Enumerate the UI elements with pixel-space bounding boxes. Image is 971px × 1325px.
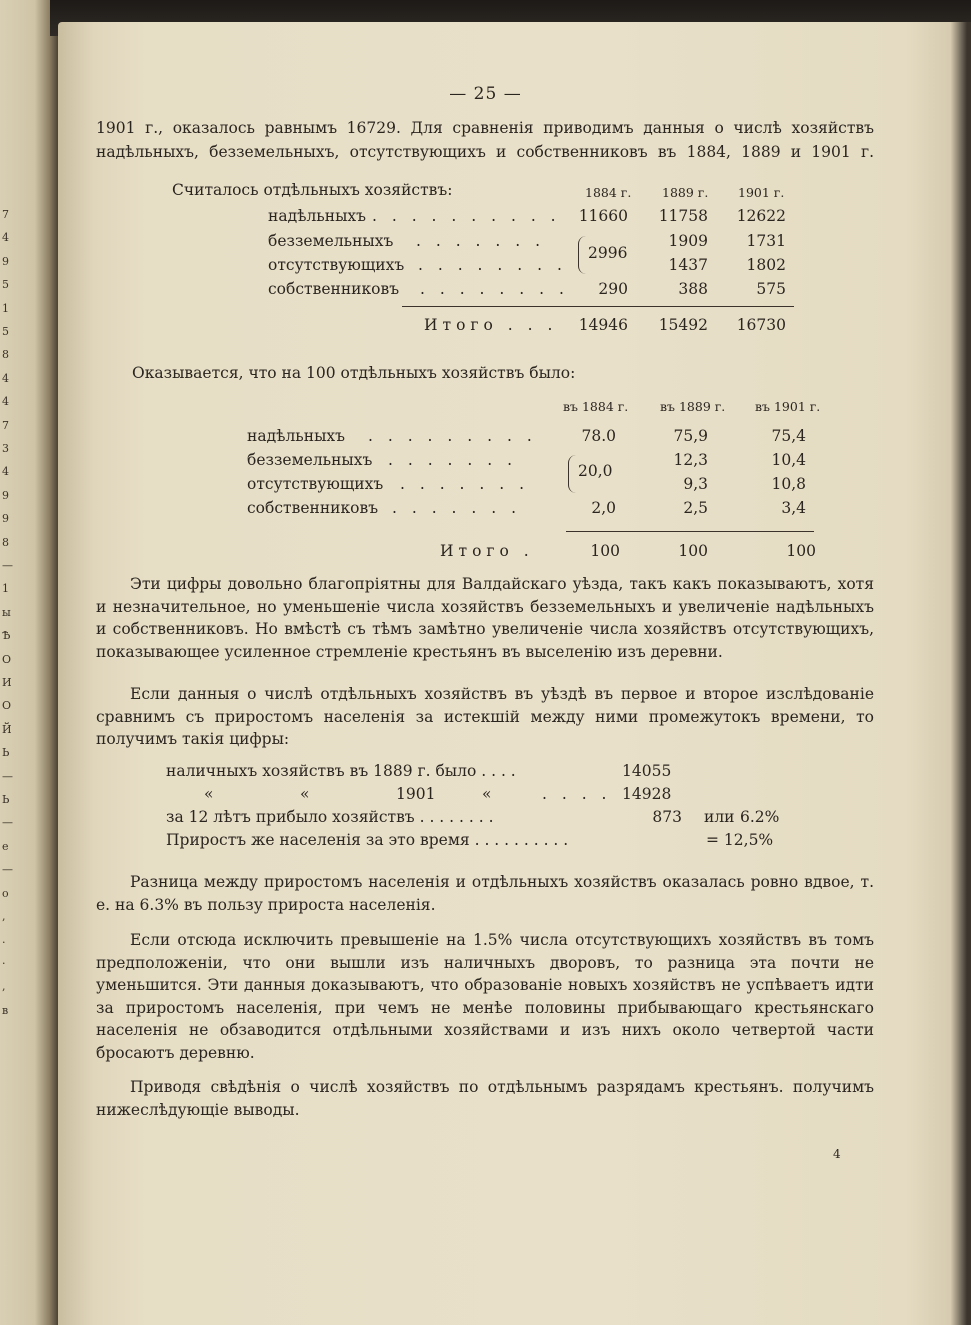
calc-row-3-value: 873 — [652, 808, 682, 826]
calc-row-4-value: = 12,5% — [706, 831, 774, 849]
table1-combined-1884: 2996 — [588, 244, 628, 262]
paragraph-5 — [96, 1076, 874, 1121]
adjacent-page-char: · — [2, 956, 6, 970]
adjacent-page-char: 8 — [2, 348, 9, 362]
row-label: безземельныхъ — [247, 451, 373, 469]
cell-1901: 10,8 — [771, 475, 806, 493]
paragraph-3 — [96, 871, 874, 916]
table1-brace — [578, 236, 587, 274]
table2-combined-1884: 20,0 — [578, 462, 613, 480]
table2-caption: Оказывается, что на 100 отдѣльныхъ хозяйствъ было: — [132, 364, 576, 382]
row-label: надѣльныхъ — [247, 427, 346, 445]
row-leader-dots: . . . . . . . — [416, 232, 546, 250]
calc-row-2-ditto-1: « — [204, 785, 214, 803]
adjacent-page-char: 4 — [2, 395, 9, 409]
paragraph-1-text: Эти цифры довольно благопріятны для Валдайскаго уѣзда, такъ какъ показываютъ, хотя и незначительное, но уменьшеніе числа хозяйствъ безземельныхъ и увеличеніе надѣльныхъ и собственниковъ. Но вмѣстѣ съ тѣмъ замѣтно увеличеніе числа хозяйствъ отсутствующихъ, показывающее усиленное стремленіе крестьянъ въ выселенію изъ деревни. — [96, 575, 874, 661]
table1-year-1901: 1901 г. — [738, 185, 785, 200]
row-label: собственниковъ — [247, 499, 379, 517]
cell-1889: 388 — [678, 280, 708, 298]
adjacent-page-char: И — [2, 676, 12, 689]
adjacent-page-char: 9 — [2, 488, 9, 502]
table2-year-1884: въ 1884 г. — [563, 399, 629, 414]
adjacent-page-char: — — [2, 816, 13, 830]
table1-year-1884: 1884 г. — [585, 185, 632, 200]
table1-year-1889: 1889 г. — [662, 185, 709, 200]
calc-row-2-dots: . . . . — [542, 785, 612, 803]
paragraph-3-text: Разница между приростомъ населенія и отдѣльныхъ хозяйствъ оказалась ровно вдвое, т. е. на 6.3% въ пользу прироста населенія. — [96, 873, 874, 914]
adjacent-page-char: 4 — [2, 371, 9, 385]
adjacent-page-strip — [0, 0, 40, 1325]
table1-total-label: Итого . . . — [424, 316, 558, 334]
calc-row-3-label: за 12 лѣтъ прибыло хозяйствъ . . . . . . . . — [166, 808, 494, 826]
adjacent-page-char: е — [2, 839, 9, 853]
calc-row-3-percent: 6.2% — [740, 808, 780, 826]
calc-row-2-year: 1901 — [396, 785, 436, 803]
row-leader-dots: . . . . . . . — [400, 475, 530, 493]
page-number: — 25 — — [449, 84, 522, 104]
table2-year-1901: въ 1901 г. — [755, 399, 821, 414]
row-leader-dots: . . . . . . . . — [420, 280, 569, 298]
adjacent-page-char: , — [2, 910, 6, 923]
calc-row-4-label: Приростъ же населенія за это время . . . . . . . . . . — [166, 831, 569, 849]
adjacent-page-char: 9 — [2, 512, 9, 526]
cell-1884: 290 — [598, 280, 628, 298]
adjacent-page-char: 5 — [2, 278, 9, 292]
paragraph-2 — [96, 683, 874, 751]
adjacent-page-char: о — [2, 886, 9, 900]
cell-1889: 12,3 — [673, 451, 708, 469]
cell-1889: 1437 — [668, 256, 708, 274]
cell-1889: 9,3 — [683, 475, 708, 493]
calc-row-2-value: 14928 — [622, 785, 672, 803]
cell-1889: 75,9 — [673, 427, 708, 445]
table2-year-1889: въ 1889 г. — [660, 399, 726, 414]
adjacent-page-char: Й — [2, 722, 12, 736]
calc-row-1-label: наличныхъ хозяйствъ въ 1889 г. было . . . . — [166, 762, 516, 780]
intro-line-2: надѣльныхъ, безземельныхъ, отсутствующихъ и собственниковъ въ 1884, 1889 и 1901 г. — [96, 143, 874, 161]
row-label: отсутствующихъ — [247, 475, 384, 493]
cell-1901: 3,4 — [781, 499, 806, 517]
cell-1889: 2,5 — [683, 499, 708, 517]
cell-1901: 12622 — [736, 207, 786, 225]
cell-1901: 1802 — [746, 256, 786, 274]
table2-brace — [568, 455, 577, 493]
adjacent-page-char: 4 — [2, 231, 9, 245]
adjacent-page-char: — — [2, 863, 13, 877]
table1-total-rule — [402, 306, 794, 307]
adjacent-page-char: 1 — [2, 301, 9, 315]
cell-1901: 75,4 — [771, 427, 806, 445]
cell-1901: 575 — [756, 280, 786, 298]
table1-total-1884: 14946 — [578, 316, 628, 334]
cell-1889: 1909 — [668, 232, 708, 250]
adjacent-page-char: 7 — [2, 418, 9, 432]
intro-line-1: 1901 г., оказалось равнымъ 16729. Для сравненія приводимъ данныя о числѣ хозяйствъ — [96, 119, 874, 137]
adjacent-page-char: О — [2, 699, 12, 713]
table1-total-1889: 15492 — [658, 316, 708, 334]
paragraph-5-text: Приводя свѣдѣнія о числѣ хозяйствъ по отдѣльнымъ разрядамъ крестьянъ. получимъ нижеслѣдующіе выводы. — [96, 1078, 874, 1119]
adjacent-page-char: — — [2, 769, 13, 783]
cell-1901: 1731 — [746, 232, 786, 250]
paragraph-4-text: Если отсюда исключить превышеніе на 1.5% числа отсутствующихъ хозяйствъ въ томъ предположеніи, что они вышли изъ наличныхъ дворовъ, то разница эта почти не уменьшится. Эти данныя доказываютъ, что образованіе новыхъ хозяйствъ не успѣваетъ идти за приростомъ населенія, при чемъ не менѣе половины прибывающаго крестьянскаго населенія не обзаводится отдѣльными хозяйствами и изъ нихъ около четвертой части бросаютъ деревню. — [96, 931, 874, 1062]
adjacent-page-char: 9 — [2, 254, 9, 268]
cell-1884: 11660 — [578, 207, 628, 225]
adjacent-page-char: Ѣ — [2, 629, 11, 643]
row-leader-dots: . . . . . . . — [388, 451, 518, 469]
cell-1884: 2,0 — [591, 499, 616, 517]
calc-row-2-ditto-2: « — [300, 785, 310, 803]
row-leader-dots: . . . . . . . — [392, 499, 522, 517]
adjacent-page-char: Ь — [2, 793, 10, 806]
row-label: собственниковъ — [268, 280, 400, 298]
paragraph-1 — [96, 573, 874, 663]
adjacent-page-char: ы — [2, 605, 11, 619]
table2-total-1889: 100 — [678, 542, 708, 560]
cell-1901: 10,4 — [771, 451, 806, 469]
row-label: отсутствующихъ — [268, 256, 405, 274]
cell-1884: 78.0 — [581, 427, 616, 445]
adjacent-page-char: . — [2, 933, 6, 947]
adjacent-page-char: О — [2, 652, 12, 666]
adjacent-page-char: 3 — [2, 442, 9, 455]
adjacent-page-char: 8 — [2, 535, 9, 549]
row-label: надѣльныхъ — [268, 207, 367, 225]
paragraph-4 — [96, 929, 874, 1065]
adjacent-page-char: — — [2, 559, 13, 572]
adjacent-page-char: в — [2, 1003, 9, 1017]
page-right-edge — [951, 22, 971, 1325]
row-leader-dots: . . . . . . . . — [418, 256, 567, 274]
adjacent-page-char: 1 — [2, 582, 9, 596]
table1-caption: Считалось отдѣльныхъ хозяйствъ: — [172, 181, 453, 199]
calc-row-2-ditto-3: « — [482, 785, 492, 803]
calc-row-1-value: 14055 — [622, 762, 672, 780]
table2-total-rule — [566, 531, 814, 532]
table2-total-1901: 100 — [786, 542, 816, 560]
row-leader-dots: . . . . . . . . . — [368, 427, 537, 445]
table1-total-1901: 16730 — [736, 316, 786, 334]
table2-total-1884: 100 — [590, 542, 620, 560]
row-label: безземельныхъ — [268, 232, 394, 250]
table2-total-label: Итого . — [440, 542, 534, 560]
paragraph-2-text: Если данныя о числѣ отдѣльныхъ хозяйствъ въ уѣздѣ въ первое и второе изслѣдованіе сравнимъ съ приростомъ населенія за истекшій между ними промежутокъ времени, то получимъ такія цифры: — [96, 685, 874, 749]
cell-1889: 11758 — [658, 207, 708, 225]
adjacent-page-char: , — [2, 980, 6, 994]
signature-mark: 4 — [833, 1147, 841, 1161]
adjacent-page-char: 5 — [2, 325, 9, 338]
adjacent-page-char: 4 — [2, 465, 9, 479]
calc-row-3-or: или — [704, 808, 735, 826]
adjacent-page-char: Ь — [2, 746, 10, 760]
adjacent-page-char: 7 — [2, 208, 9, 221]
row-leader-dots: . . . . . . . . . . — [372, 207, 561, 225]
